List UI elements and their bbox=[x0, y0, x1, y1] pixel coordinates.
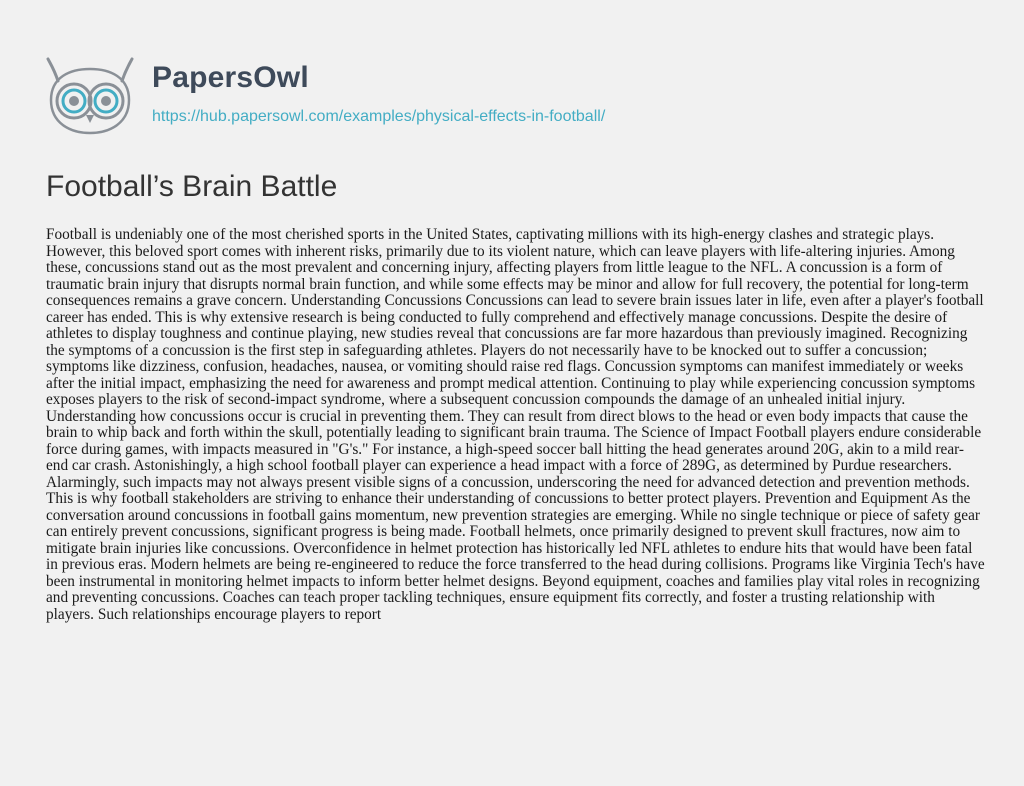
site-header bbox=[46, 55, 946, 135]
source-url-link[interactable]: https://hub.papersowl.com/examples/physical-effects-in-football/ bbox=[152, 108, 606, 125]
owl-eyes-icon bbox=[46, 55, 134, 137]
document-title: Football’s Brain Battle bbox=[46, 170, 338, 203]
brand-name: PapersOwl bbox=[152, 61, 309, 94]
document-body: Football is undeniably one of the most cherished sports in the United States, captivating millions with its high-energy clashes and strategic plays. However, this beloved sport comes with inherent risks, primarily due to its violent nature, which can leave players with life-altering injuries. Among these, concussions stand out as the most prevalent and concerning injury, affecting players from little league to the NFL. A concussion is a form of traumatic brain injury that disrupts normal brain function, and while some effects may be minor and allow for full recovery, the potential for long-term consequences remains a grave concern. Understanding Concussions Concussions can lead to severe brain issues later in life, even after a player's football career has ended. This is why extensive research is being conducted to fully comprehend and effectively manage concussions. Despite the desire of athletes to display toughness and continue playing, new studies reveal that concussions are far more hazardous than previously imagined. Recognizing the symptoms of a concussion is the first step in safeguarding athletes. Players do not necessarily have to be knocked out to suffer a concussion; symptoms like dizziness, confusion, headaches, nausea, or vomiting should raise red flags. Concussion symptoms can manifest immediately or weeks after the initial impact, emphasizing the need for awareness and prompt medical attention. Continuing to play while experiencing concussion symptoms exposes players to the risk of second-impact syndrome, where a subsequent concussion compounds the damage of an unhealed initial injury. Understanding how concussions occur is crucial in preventing them. They can result from direct blows to the head or even body impacts that cause the brain to whip back and forth within the skull, potentially leading to significant brain trauma. The Science of Impact Football players endure considerable force during games, with impacts measured in "G's." For instance, a high-speed soccer ball hitting the head generates around 20G, akin to a mild rear-end car crash. Astonishingly, a high school football player can experience a head impact with a force of 289G, as determined by Purdue researchers. Alarmingly, such impacts may not always present visible signs of a concussion, underscoring the need for advanced detection and prevention methods. This is why football stakeholders are striving to enhance their understanding of concussions to better protect players. Prevention and Equipment As the conversation around concussions in football gains momentum, new prevention strategies are emerging. While no single technique or piece of safety gear can entirely prevent concussions, significant progress is being made. Football helmets, once primarily designed to prevent skull fractures, now aim to mitigate brain injuries like concussions. Overconfidence in helmet protection has historically led NFL athletes to endure hits that would have been fatal in previous eras. Modern helmets are being re-engineered to reduce the force transferred to the head during collisions. Programs like Virginia Tech's have been instrumental in monitoring helmet impacts to inform better helmet designs. Beyond equipment, coaches and families play vital roles in recognizing and preventing concussions. Coaches can teach proper tackling techniques, ensure equipment fits correctly, and foster a trusting relationship with players. Such relationships encourage players to report bbox=[46, 226, 985, 623]
